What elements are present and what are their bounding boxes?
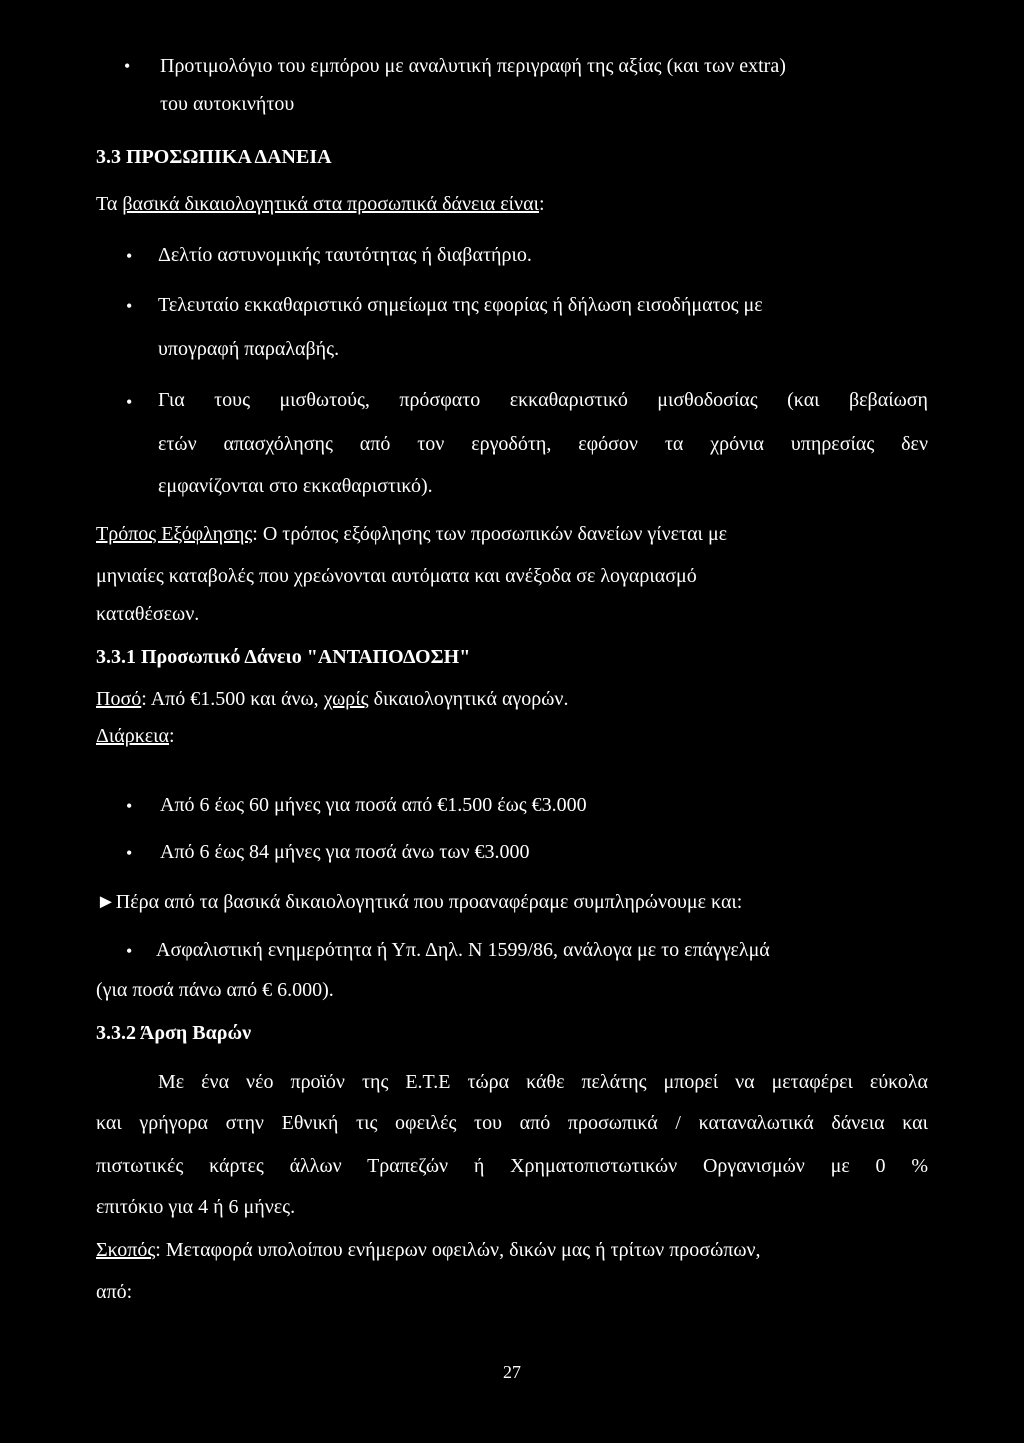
intro-bullet-line2: του αυτοκινήτου (160, 93, 295, 115)
transfer-para-line1: Με ένα νέο προϊόν της Ε.Τ.Ε τώρα κάθε πελάτης μπορεί να μεταφέρει εύκολα (158, 1071, 928, 1093)
bullet-dot: • (124, 56, 131, 76)
bullet-dot: • (126, 246, 133, 266)
repayment-colon: : (252, 523, 258, 545)
document-item-id: Δελτίο αστυνομικής ταυτότητας ή διαβατήριο. (158, 244, 532, 266)
triangle-marker-icon: ► (96, 891, 116, 913)
documents-intro-prefix: Τα (96, 193, 123, 215)
bullet-dot: • (126, 941, 133, 961)
purpose-text-line1: Μεταφορά υπολοίπου ενήμερων οφειλών, δικών μας ή τρίτων προσώπων, (160, 1239, 761, 1261)
intro-bullet-line1: Προτιμολόγιο του εμπόρου με αναλυτική περιγραφή της αξίας (και των extra) (160, 55, 786, 77)
duration-item-1: Από 6 έως 60 μήνες για ποσά από €1.500 έως €3.000 (160, 794, 587, 816)
extra-item-line2: (για ποσά πάνω από € 6.000). (96, 979, 334, 1001)
document-item-tax-line1: Τελευταίο εκκαθαριστικό σημείωμα της εφορίας ή δήλωση εισοδήματος με (158, 294, 763, 316)
document-item-salary-line2: ετών απασχόλησης από τον εργοδότη, εφόσον τα χρόνια υπηρεσίας δεν (158, 433, 928, 455)
section-heading-3-3-1: 3.3.1 Προσωπικό Δάνειο "ΑΝΤΑΠΟΔΟΣΗ" (96, 646, 471, 668)
amount-label: Ποσό (96, 688, 142, 710)
repayment-label: Τρόπος Εξόφλησης (96, 523, 253, 545)
amount-text-a: : Από €1.500 και άνω, (141, 688, 324, 710)
repayment-line2: μηνιαίες καταβολές που χρεώνονται αυτόματα και ανέξοδα σε λογαριασμό (96, 565, 697, 587)
bullet-dot: • (126, 296, 133, 316)
purpose-line2: από: (96, 1281, 133, 1303)
repayment-text-line1: Ο τρόπος εξόφλησης των προσωπικών δανείων γίνεται με (257, 523, 728, 545)
duration-label: Διάρκεια (96, 725, 170, 747)
section-heading-3-3-2: 3.3.2 Άρση Βαρών (96, 1022, 252, 1044)
transfer-para-line2: και γρήγορα στην Εθνική τις οφειλές του από προσωπικά / καταναλωτικά δάνεια και (96, 1112, 928, 1134)
extra-docs-intro (96, 890, 742, 914)
bullet-dot: • (126, 392, 133, 412)
duration-item-2: Από 6 έως 84 μήνες για ποσά άνω των €3.000 (160, 841, 530, 863)
amount-text-b: δικαιολογητικά αγορών. (368, 688, 569, 710)
document-item-salary-line3: εμφανίζονται στο εκκαθαριστικό). (158, 475, 433, 497)
purpose-colon: : (155, 1239, 161, 1261)
amount-line (96, 687, 568, 711)
documents-intro (96, 192, 545, 216)
repayment-line3: καταθέσεων. (96, 603, 200, 625)
document-item-tax-line2: υπογραφή παραλαβής. (158, 338, 340, 360)
purpose-label: Σκοπός (96, 1239, 156, 1261)
purpose-line1 (96, 1238, 928, 1262)
documents-intro-underlined: βασικά δικαιολογητικά στα προσωπικά δάνεια είναι (122, 193, 539, 215)
bullet-dot: • (126, 843, 133, 863)
transfer-para-line4: επιτόκιο για 4 ή 6 μήνες. (96, 1196, 296, 1218)
bullet-dot: • (126, 796, 133, 816)
page-number: 27 (503, 1362, 521, 1382)
documents-intro-suffix: : (538, 193, 545, 215)
extra-docs-intro-text: Πέρα από τα βασικά δικαιολογητικά που προαναφέραμε συμπληρώνουμε και: (115, 891, 743, 913)
duration-line (96, 724, 175, 748)
transfer-para-line3: πιστωτικές κάρτες άλλων Τραπεζών ή Χρηματοπιστωτικών Οργανισμών με 0 % (96, 1155, 928, 1177)
extra-item-line1: Ασφαλιστική ενημερότητα ή Υπ. Δηλ. Ν 1599/86, ανάλογα με το επάγγελμά (156, 939, 770, 961)
repayment-line1 (96, 522, 928, 546)
duration-colon: : (169, 725, 175, 747)
document-item-salary-line1: Για τους μισθωτούς, πρόσφατο εκκαθαριστικό μισθοδοσίας (και βεβαίωση (158, 389, 928, 411)
amount-underlined: χωρίς (323, 688, 369, 710)
section-heading-3-3: 3.3 ΠΡΟΣΩΠΙΚΑ ΔΑΝΕΙΑ (96, 146, 332, 168)
